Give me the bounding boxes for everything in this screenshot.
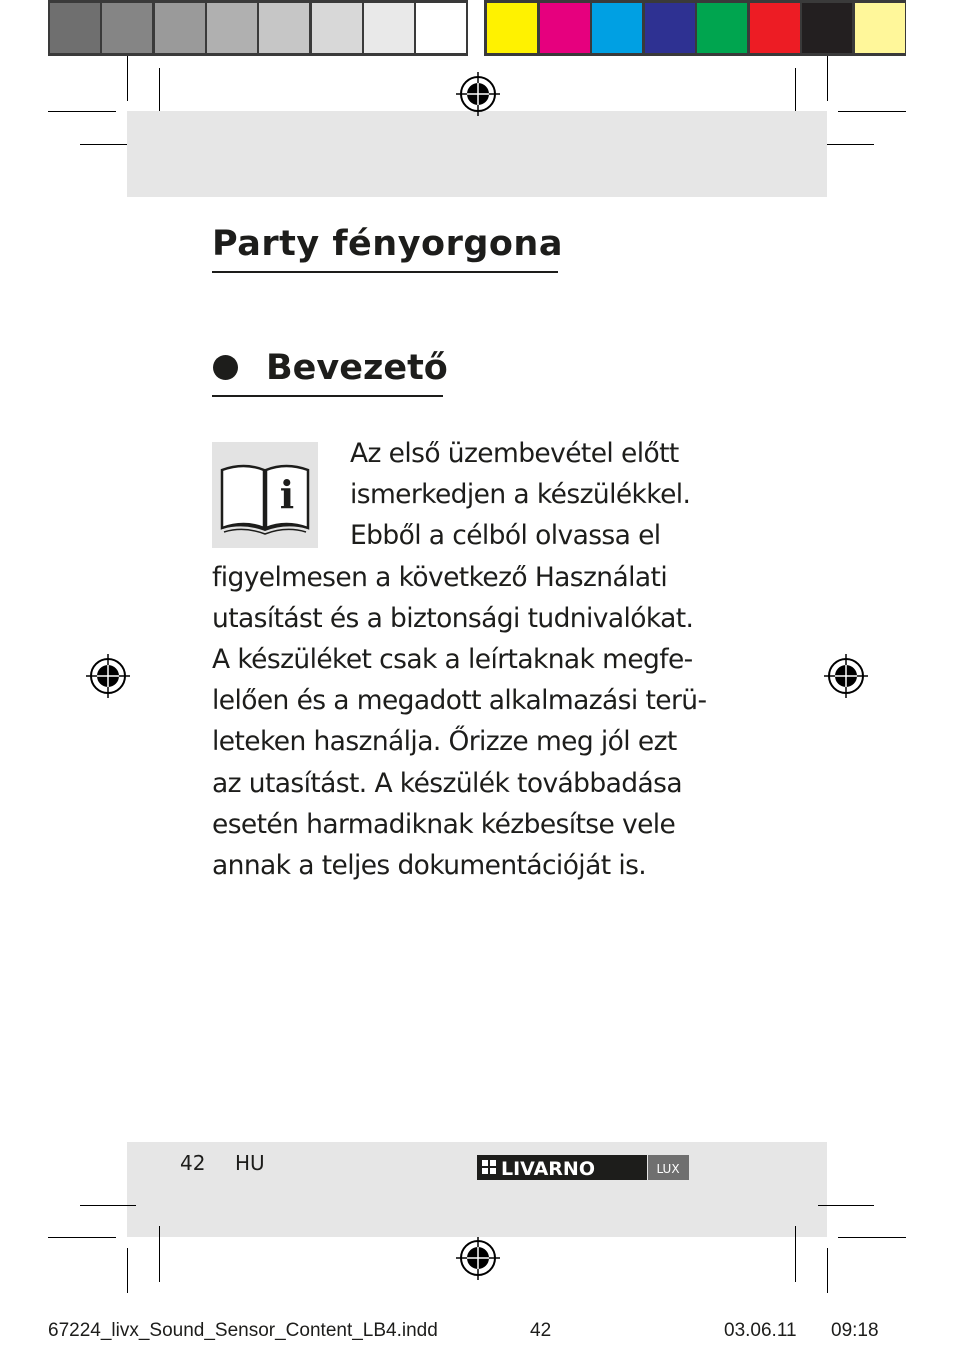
- slug-page: 42: [530, 1320, 552, 1341]
- text-line: Ebből a célból olvassa el: [350, 520, 661, 552]
- crop-mark: [795, 1226, 796, 1282]
- registration-mark-icon: [456, 1236, 500, 1280]
- section-title: Bevezető: [266, 348, 448, 388]
- logo-brand-text: LIVARNO: [501, 1158, 595, 1180]
- grey-swatch: [155, 3, 205, 53]
- language-code: HU: [235, 1151, 265, 1175]
- color-swatch: [855, 3, 905, 53]
- registration-mark-icon: [86, 654, 130, 698]
- slug-filename: 67224_livx_Sound_Sensor_Content_LB4.indd: [48, 1320, 438, 1341]
- color-swatch: [592, 3, 642, 53]
- text-line: utasítást és a biztonsági tudnivalókat.: [212, 602, 694, 634]
- logo-sub-text: LUX: [656, 1162, 680, 1176]
- svg-text:i: i: [279, 472, 295, 517]
- slug-time: 09:18: [831, 1320, 879, 1341]
- color-swatch: [750, 3, 800, 53]
- crop-mark: [127, 1248, 128, 1293]
- color-swatch: [697, 3, 747, 53]
- section-underline: [212, 395, 443, 397]
- page-title: Party fényorgona: [212, 224, 563, 264]
- grey-swatch: [259, 3, 309, 53]
- color-swatch: [540, 3, 590, 53]
- text-line: az utasítást. A készülék továbbadása: [212, 767, 682, 799]
- text-line: Az első üzembevétel előtt: [350, 438, 679, 469]
- grey-swatch: [364, 3, 414, 53]
- color-swatch: [487, 3, 537, 53]
- text-line: annak a teljes dokumentációját is.: [212, 850, 647, 882]
- grey-swatch: [50, 3, 100, 53]
- crop-mark: [80, 1205, 136, 1206]
- crop-mark: [827, 56, 828, 101]
- grey-swatch: [102, 3, 152, 53]
- grey-swatch: [207, 3, 257, 53]
- text-line: lelően és a megadott alkalmazási terü-: [212, 685, 707, 717]
- crop-mark: [838, 111, 906, 112]
- color-swatch: [645, 3, 695, 53]
- bullet-icon: [213, 355, 238, 380]
- crop-mark: [159, 1226, 160, 1282]
- header-band: [127, 111, 827, 197]
- text-line: figyelmesen a következő Használati: [212, 561, 668, 593]
- text-line: ismerkedjen a készülékkel.: [350, 479, 691, 511]
- color-swatch: [802, 3, 852, 53]
- crop-mark: [48, 1237, 116, 1238]
- registration-mark-icon: [456, 72, 500, 116]
- text-line: A készüléket csak a leírtaknak megfe-: [212, 644, 693, 676]
- livarno-lux-logo: [477, 1155, 689, 1180]
- crop-mark: [818, 1205, 874, 1206]
- grey-swatch: [416, 3, 466, 53]
- crop-mark: [48, 111, 116, 112]
- text-line: leteken használja. Őrizze meg jól ezt: [212, 726, 677, 758]
- page-number: 42: [180, 1151, 206, 1175]
- registration-mark-icon: [824, 654, 868, 698]
- grey-swatch: [312, 3, 362, 53]
- title-underline: [212, 271, 558, 273]
- crop-mark: [127, 56, 128, 101]
- crop-mark: [838, 1237, 906, 1238]
- intro-paragraph: [212, 433, 712, 886]
- text-line: esetén harmadiknak kézbesítse vele: [212, 808, 676, 840]
- crop-mark: [827, 1248, 828, 1293]
- slug-date: 03.06.11: [724, 1320, 797, 1341]
